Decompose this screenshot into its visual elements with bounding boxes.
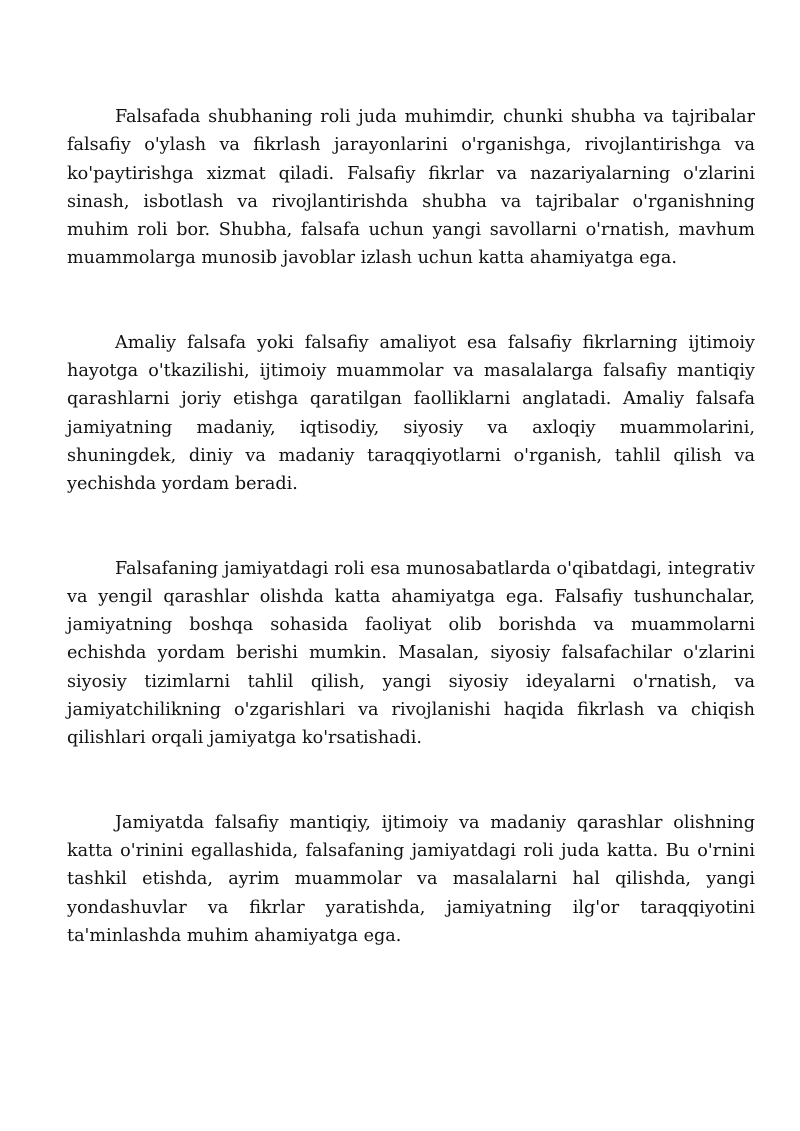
paragraph-2: Amaliy falsafa yoki falsafiy amaliyot esa falsafiy fikrlarning ijtimoiy hayotga o'tkazilishi, ijtimoiy muammolar va masalalarga falsafiy mantiqiy qarashlarni joriy etishga qaratilgan faolliklarni anglatadi. Amaliy falsafa jamiyatning madaniy, iqtisodiy, siyosiy va axloqiy muammolarini, shuningdek, diniy va madaniy taraqqiyotlarni o'rganish, tahlil qilish va yechishda yordam beradi. (67, 332, 755, 495)
paragraph-4: Jamiyatda falsafiy mantiqiy, ijtimoiy va madaniy qarashlar olishning katta o'rinini egallashida, falsafaning jamiyatdagi roli juda katta. Bu o'rnini tashkil etishda, ayrim muammolar va masalalarni hal qilishda, yangi yondashuvlar va fikrlar yaratishda, jamiyatning ilg'or taraqqiyotini ta'minlashda muhim ahamiyatga ega. (67, 812, 755, 946)
paragraph-3: Falsafaning jamiyatdagi roli esa munosabatlarda o'qibatdagi, integrativ va yengil qarashlar olishda katta ahamiyatga ega. Falsafiy tushunchalar, jamiyatning boshqa sohasida faoliyat olib borishda va muammolarni echishda yordam berishi mumkin. Masalan, siyosiy falsafachilar o'zlarini siyosiy tizimlarni tahlil qilish, yangi siyosiy ideyalarni o'rnatish, va jamiyatchilikning o'zgarishlari va rivojlanishi haqida fikrlash va chiqish qilishlari orqali jamiyatga ko'rsatishadi. (67, 558, 755, 749)
paragraph-1: Falsafada shubhaning roli juda muhimdir, chunki shubha va tajribalar falsafiy o'ylash va fikrlash jarayonlarini o'rganishga, rivojlantirishga va ko'paytirishga xizmat qiladi. Falsafiy fikrlar va nazariyalarning o'zlarini sinash, isbotlash va rivojlantirishda shubha va tajribalar o'rganishning muhim roli bor. Shubha, falsafa uchun yangi savollarni o'rnatish, mavhum muammolarga munosib javoblar izlash uchun katta ahamiyatga ega. (67, 107, 755, 269)
document-page (67, 103, 755, 950)
